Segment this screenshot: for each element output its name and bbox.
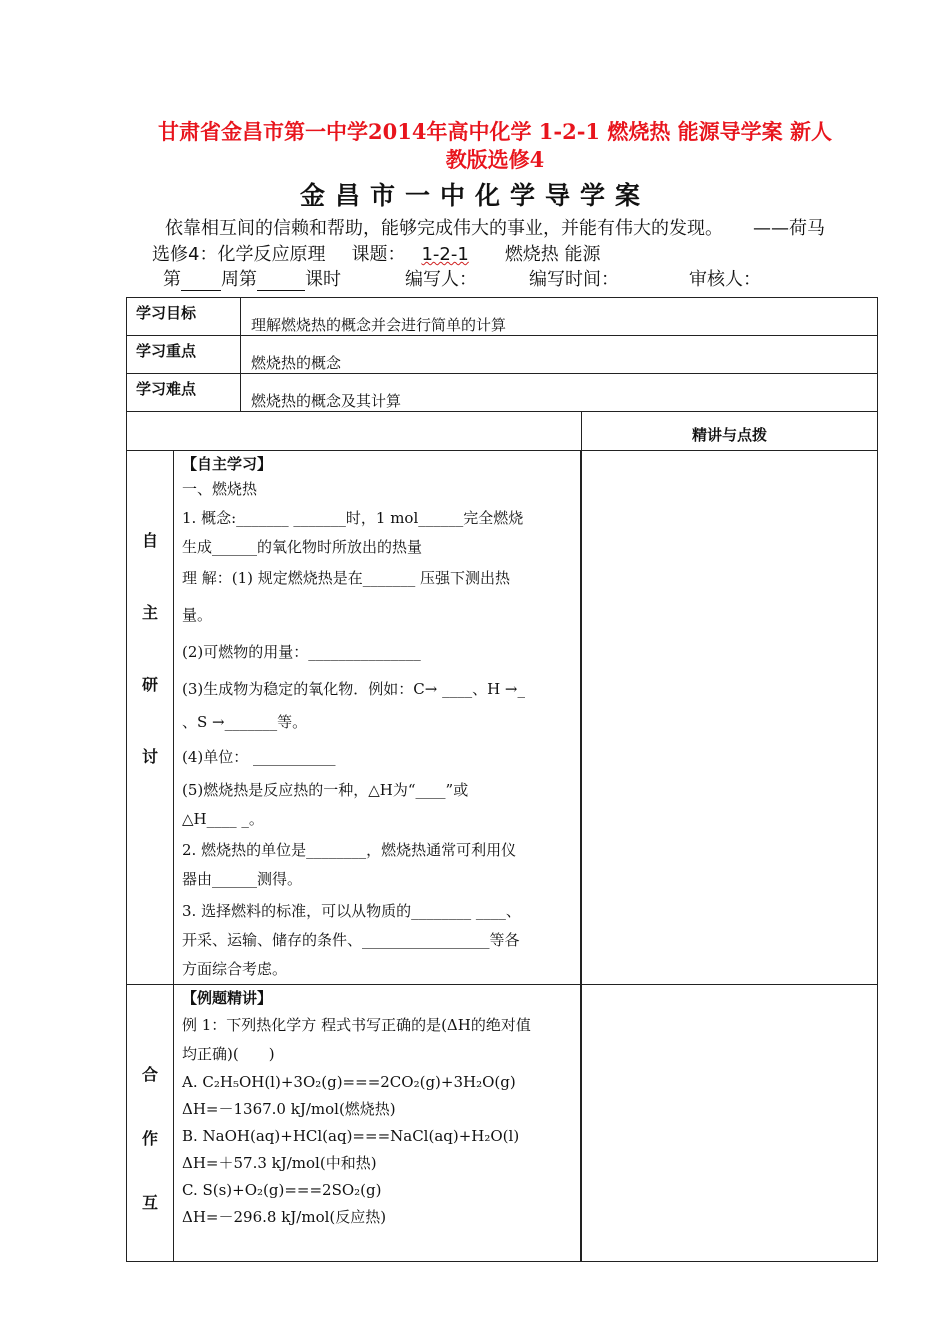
example-heading: 【例题精讲】 — [182, 989, 273, 1007]
course-line — [152, 240, 601, 266]
title-line-1: 甘肃省金昌市第一中学2014年高中化学 1-2-1 燃烧热 能源导学案 新人 — [158, 119, 832, 144]
period-suffix: 课时 — [305, 269, 341, 290]
notes-area-1 — [582, 451, 878, 985]
quote-text: 依靠相互间的信赖和帮助，能够完成伟大的事业，并能有伟大的发现。 — [165, 218, 723, 239]
key-point-label: 学习重点 — [127, 336, 241, 374]
course-name: 选修4：化学反应原理 — [152, 244, 326, 265]
option-c: C. S(s)+O₂(g)===2SO₂(g) — [182, 1181, 382, 1199]
goal-label: 学习目标 — [127, 298, 241, 336]
quote-line — [165, 214, 825, 240]
key-point-row — [127, 336, 878, 374]
notes-header-row — [127, 412, 878, 451]
study-guide-table — [126, 297, 878, 1262]
option-b: B. NaOH(aq)+HCl(aq)===NaCl(aq)+H₂O(l) — [182, 1127, 520, 1145]
section-side-label: 自 主 研 讨 — [127, 451, 174, 984]
difficulty-value: 燃烧热的概念及其计算 — [241, 374, 878, 412]
difficulty-row — [127, 374, 878, 412]
notes-area-2 — [582, 985, 878, 1262]
example-question: 例 1：下列热化学方 程式书写正确的是(ΔH的绝对值 — [182, 1016, 531, 1034]
write-time-label: 编写时间： — [529, 269, 619, 290]
school-subtitle: 金昌市一中化学导学案 — [299, 181, 650, 210]
week-prefix: 第 — [163, 269, 181, 290]
example-content: 【例题精讲】 例 1：下列热化学方 程式书写正确的是(ΔH的绝对值 均正确)( ) A. C₂H₅OH(l)+3O₂(g)===2CO₂(g)+3H₂O(g) ΔH=－1367.0 kJ/mol(燃烧热) B. NaOH(aq)+HCl(aq)===NaCl(aq)+H₂O(l) ΔH=＋57.3 kJ/mol(中和热) C. S(s)+O₂(g)===2SO₂(g) ΔH=－296.8 kJ/mol(反应热) — [174, 985, 581, 1261]
section-heading: 【自主学习】 — [182, 455, 273, 473]
self-study-content: 【自主学习】 一、燃烧热 1. 概念:_______ _______时，1 mol______完全燃烧 生成______的氧化物时所放出的热量 理 解：(1) 规定燃烧热是在_______ 压强下测出热 量。 (2)可燃物的用量：_______________ (3)生成物为稳定的氧化物．例如：C→ ____、H →_ 、S →_______等。 (4)单位： ___________ (5)燃烧热是反应热的一种，△H为“____”或 △H____ _。 2. 燃烧热的单位是________，燃烧热通常可利用仪 器由______测得。 3. 选择燃料的标准，可以从物质的________ ____、 开采、运输、储存的条件、_________________等各 方面综合考虑。 — [174, 451, 581, 984]
week-mid: 周第 — [221, 269, 257, 290]
reviewer-label: 审核人： — [689, 269, 761, 290]
cooperation-row — [127, 985, 878, 1262]
title-line-2: 教版选修4 — [445, 147, 545, 172]
notes-header: 精讲与点拨 — [582, 412, 878, 451]
topic-label: 课题： — [351, 244, 406, 265]
goal-row — [127, 298, 878, 336]
writer-label: 编写人： — [405, 269, 477, 290]
self-study-row — [127, 451, 878, 985]
document-title — [110, 118, 880, 174]
info-line — [163, 265, 761, 291]
quote-author: ——荷马 — [753, 218, 825, 239]
week-blank — [181, 272, 221, 291]
difficulty-label: 学习难点 — [127, 374, 241, 412]
period-blank — [257, 272, 305, 291]
option-a: A. C₂H₅OH(l)+3O₂(g)===2CO₂(g)+3H₂O(g) — [182, 1073, 516, 1091]
goal-value: 理解燃烧热的概念并会进行简单的计算 — [241, 298, 878, 336]
topic-code: 1-2-1 — [421, 244, 469, 265]
key-point-value: 燃烧热的概念 — [241, 336, 878, 374]
section-side-label-2: 合 作 互 — [127, 985, 174, 1261]
topic-name: 燃烧热 能源 — [504, 244, 601, 265]
